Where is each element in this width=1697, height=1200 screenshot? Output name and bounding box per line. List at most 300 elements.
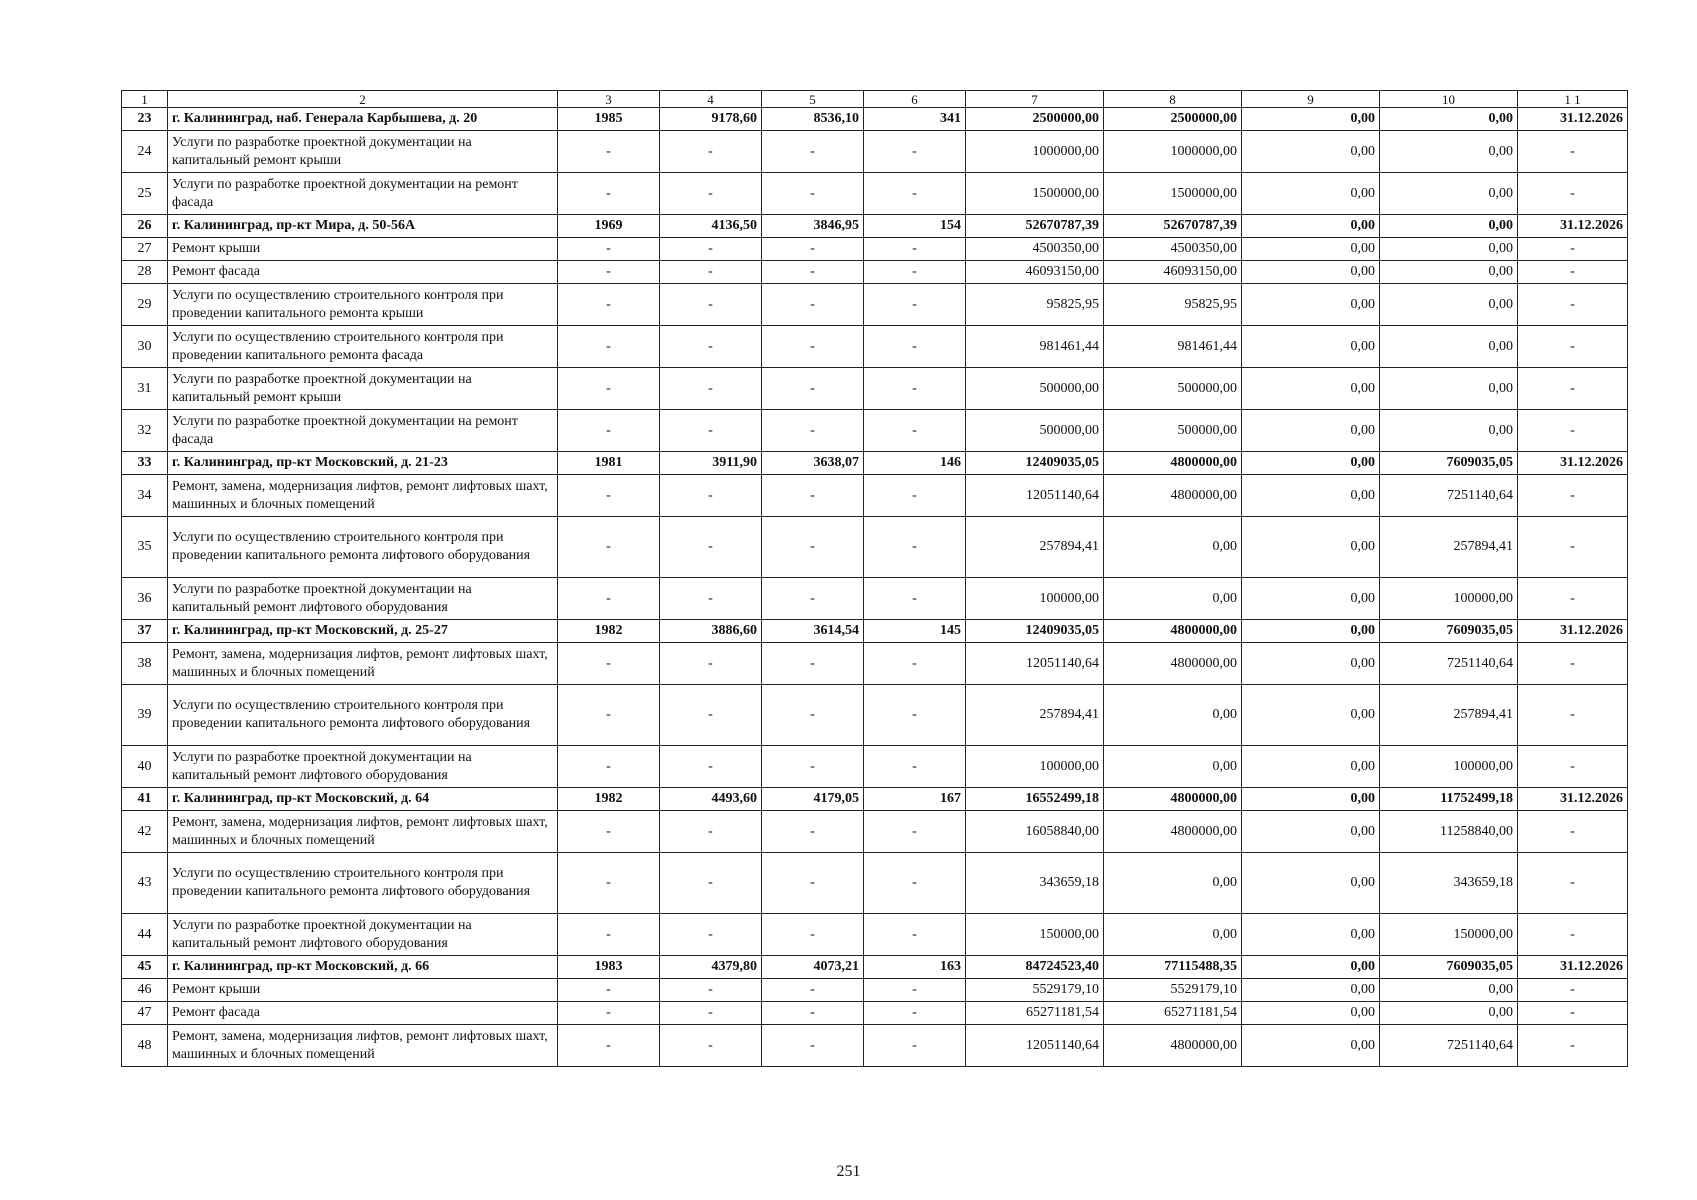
building-info-cell: - <box>660 238 762 261</box>
building-info-cell: - <box>762 914 864 956</box>
amount-cell: 4800000,00 <box>1104 811 1242 853</box>
column-number-cell: 9 <box>1242 91 1380 108</box>
amount-cell: 5529179,10 <box>1104 979 1242 1002</box>
building-info-cell: - <box>660 326 762 368</box>
amount-cell: 2500000,00 <box>1104 108 1242 131</box>
building-info-cell: 9178,60 <box>660 108 762 131</box>
amount-cell: 0,00 <box>1242 853 1380 914</box>
building-info-cell: - <box>762 1025 864 1067</box>
building-info-cell: - <box>558 475 660 517</box>
building-info-cell: - <box>558 173 660 215</box>
work-description-cell: Услуги по разработке проектной документации на капитальный ремонт лифтового оборудования <box>168 746 558 788</box>
building-info-cell: - <box>660 979 762 1002</box>
amount-cell: 0,00 <box>1380 284 1518 326</box>
completion-date-cell: - <box>1518 173 1628 215</box>
amount-cell: 0,00 <box>1242 685 1380 746</box>
completion-date-cell: - <box>1518 284 1628 326</box>
work-item-row <box>122 238 1628 261</box>
building-info-cell: 3911,90 <box>660 452 762 475</box>
amount-cell: 0,00 <box>1242 1002 1380 1025</box>
completion-date-cell: - <box>1518 853 1628 914</box>
amount-cell: 0,00 <box>1242 811 1380 853</box>
work-description-cell: Услуги по разработке проектной документации на капитальный ремонт крыши <box>168 368 558 410</box>
building-info-cell: - <box>558 578 660 620</box>
amount-cell: 4500350,00 <box>1104 238 1242 261</box>
amount-cell: 0,00 <box>1242 284 1380 326</box>
row-number-cell: 23 <box>122 108 168 131</box>
building-info-cell: - <box>864 1002 966 1025</box>
year-built-cell: 1982 <box>558 788 660 811</box>
building-info-cell: - <box>660 853 762 914</box>
work-description-cell: Услуги по осуществлению строительного контроля при проведении капитального ремонта лифтового оборудования <box>168 853 558 914</box>
row-number-cell: 28 <box>122 261 168 284</box>
amount-cell: 0,00 <box>1242 475 1380 517</box>
completion-date-cell: 31.12.2026 <box>1518 215 1628 238</box>
completion-date-cell: - <box>1518 368 1628 410</box>
work-item-row <box>122 261 1628 284</box>
completion-date-cell: - <box>1518 643 1628 685</box>
amount-cell: 343659,18 <box>1380 853 1518 914</box>
building-info-cell: - <box>660 475 762 517</box>
work-description-cell: Услуги по осуществлению строительного контроля при проведении капитального ремонта лифтового оборудования <box>168 685 558 746</box>
amount-cell: 12409035,05 <box>966 452 1104 475</box>
amount-cell: 0,00 <box>1242 173 1380 215</box>
amount-cell: 0,00 <box>1242 410 1380 452</box>
amount-cell: 0,00 <box>1242 131 1380 173</box>
amount-cell: 46093150,00 <box>966 261 1104 284</box>
amount-cell: 77115488,35 <box>1104 956 1242 979</box>
amount-cell: 12051140,64 <box>966 643 1104 685</box>
building-info-cell: - <box>762 685 864 746</box>
row-number-cell: 32 <box>122 410 168 452</box>
row-number-cell: 44 <box>122 914 168 956</box>
amount-cell: 0,00 <box>1242 914 1380 956</box>
building-info-cell: - <box>660 811 762 853</box>
row-number-cell: 40 <box>122 746 168 788</box>
amount-cell: 0,00 <box>1104 578 1242 620</box>
completion-date-cell: - <box>1518 811 1628 853</box>
completion-date-cell: - <box>1518 326 1628 368</box>
address-cell: г. Калининград, наб. Генерала Карбышева, д. 20 <box>168 108 558 131</box>
work-description-cell: Услуги по разработке проектной документации на капитальный ремонт лифтового оборудования <box>168 914 558 956</box>
address-row <box>122 788 1628 811</box>
work-item-row <box>122 131 1628 173</box>
work-description-cell: Услуги по разработке проектной документации на ремонт фасада <box>168 173 558 215</box>
building-info-cell: - <box>762 517 864 578</box>
building-info-cell: - <box>558 326 660 368</box>
amount-cell: 0,00 <box>1380 326 1518 368</box>
row-number-cell: 39 <box>122 685 168 746</box>
building-info-cell: 146 <box>864 452 966 475</box>
building-info-cell: - <box>762 578 864 620</box>
work-description-cell: Ремонт крыши <box>168 238 558 261</box>
amount-cell: 95825,95 <box>1104 284 1242 326</box>
building-info-cell: - <box>660 410 762 452</box>
amount-cell: 4800000,00 <box>1104 452 1242 475</box>
row-number-cell: 45 <box>122 956 168 979</box>
work-item-row <box>122 284 1628 326</box>
completion-date-cell: - <box>1518 475 1628 517</box>
building-info-cell: - <box>558 643 660 685</box>
building-info-cell: - <box>864 238 966 261</box>
amount-cell: 16552499,18 <box>966 788 1104 811</box>
building-info-cell: - <box>558 746 660 788</box>
amount-cell: 7251140,64 <box>1380 475 1518 517</box>
address-cell: г. Калининград, пр-кт Мира, д. 50-56А <box>168 215 558 238</box>
amount-cell: 12051140,64 <box>966 475 1104 517</box>
work-description-cell: Ремонт, замена, модернизация лифтов, ремонт лифтовых шахт, машинных и блочных помещений <box>168 1025 558 1067</box>
row-number-cell: 34 <box>122 475 168 517</box>
column-number-cell: 8 <box>1104 91 1242 108</box>
amount-cell: 0,00 <box>1242 108 1380 131</box>
amount-cell: 4800000,00 <box>1104 1025 1242 1067</box>
work-description-cell: Ремонт фасада <box>168 1002 558 1025</box>
row-number-cell: 47 <box>122 1002 168 1025</box>
building-info-cell: - <box>864 643 966 685</box>
building-info-cell: - <box>558 368 660 410</box>
building-info-cell: 4379,80 <box>660 956 762 979</box>
completion-date-cell: 31.12.2026 <box>1518 452 1628 475</box>
amount-cell: 0,00 <box>1104 746 1242 788</box>
work-description-cell: Ремонт, замена, модернизация лифтов, ремонт лифтовых шахт, машинных и блочных помещений <box>168 811 558 853</box>
year-built-cell: 1981 <box>558 452 660 475</box>
building-info-cell: 4136,50 <box>660 215 762 238</box>
amount-cell: 500000,00 <box>966 410 1104 452</box>
amount-cell: 257894,41 <box>966 685 1104 746</box>
work-item-row <box>122 979 1628 1002</box>
amount-cell: 0,00 <box>1242 215 1380 238</box>
building-info-cell: - <box>762 173 864 215</box>
building-info-cell: - <box>762 261 864 284</box>
amount-cell: 100000,00 <box>1380 746 1518 788</box>
building-info-cell: - <box>558 238 660 261</box>
year-built-cell: 1982 <box>558 620 660 643</box>
work-description-cell: Услуги по осуществлению строительного контроля при проведении капитального ремонта лифтового оборудования <box>168 517 558 578</box>
row-number-cell: 48 <box>122 1025 168 1067</box>
building-info-cell: - <box>762 326 864 368</box>
building-info-cell: - <box>558 131 660 173</box>
work-description-cell: Ремонт, замена, модернизация лифтов, ремонт лифтовых шахт, машинных и блочных помещений <box>168 475 558 517</box>
building-info-cell: - <box>864 475 966 517</box>
amount-cell: 0,00 <box>1380 979 1518 1002</box>
page-number: 251 <box>836 1163 861 1180</box>
building-info-cell: - <box>660 685 762 746</box>
building-info-cell: - <box>660 746 762 788</box>
building-info-cell: - <box>558 853 660 914</box>
work-item-row <box>122 685 1628 746</box>
amount-cell: 1000000,00 <box>1104 131 1242 173</box>
completion-date-cell: - <box>1518 131 1628 173</box>
building-info-cell: - <box>660 1025 762 1067</box>
building-info-cell: - <box>762 284 864 326</box>
work-description-cell: Услуги по разработке проектной документации на капитальный ремонт лифтового оборудования <box>168 578 558 620</box>
row-number-cell: 43 <box>122 853 168 914</box>
amount-cell: 150000,00 <box>966 914 1104 956</box>
building-info-cell: 3846,95 <box>762 215 864 238</box>
work-description-cell: Услуги по разработке проектной документации на капитальный ремонт крыши <box>168 131 558 173</box>
work-item-row <box>122 578 1628 620</box>
amount-cell: 981461,44 <box>1104 326 1242 368</box>
column-number-cell: 10 <box>1380 91 1518 108</box>
row-number-cell: 41 <box>122 788 168 811</box>
building-info-cell: - <box>762 368 864 410</box>
amount-cell: 12409035,05 <box>966 620 1104 643</box>
work-item-row <box>122 1025 1628 1067</box>
amount-cell: 0,00 <box>1242 452 1380 475</box>
building-info-cell: - <box>762 979 864 1002</box>
amount-cell: 500000,00 <box>1104 410 1242 452</box>
amount-cell: 0,00 <box>1242 643 1380 685</box>
building-info-cell: 167 <box>864 788 966 811</box>
building-info-cell: - <box>762 1002 864 1025</box>
amount-cell: 2500000,00 <box>966 108 1104 131</box>
building-info-cell: - <box>864 578 966 620</box>
amount-cell: 0,00 <box>1242 1025 1380 1067</box>
amount-cell: 16058840,00 <box>966 811 1104 853</box>
row-number-cell: 38 <box>122 643 168 685</box>
amount-cell: 7251140,64 <box>1380 643 1518 685</box>
completion-date-cell: - <box>1518 685 1628 746</box>
work-item-row <box>122 410 1628 452</box>
row-number-cell: 24 <box>122 131 168 173</box>
building-info-cell: - <box>660 578 762 620</box>
column-number-cell: 4 <box>660 91 762 108</box>
amount-cell: 0,00 <box>1242 368 1380 410</box>
amount-cell: 0,00 <box>1242 326 1380 368</box>
amount-cell: 257894,41 <box>1380 685 1518 746</box>
building-info-cell: - <box>762 746 864 788</box>
work-description-cell: Услуги по осуществлению строительного контроля при проведении капитального ремонта фасада <box>168 326 558 368</box>
amount-cell: 0,00 <box>1242 517 1380 578</box>
column-number-cell: 2 <box>168 91 558 108</box>
building-info-cell: - <box>864 914 966 956</box>
amount-cell: 0,00 <box>1104 853 1242 914</box>
amount-cell: 4800000,00 <box>1104 788 1242 811</box>
building-info-cell: - <box>660 517 762 578</box>
building-info-cell: 3614,54 <box>762 620 864 643</box>
completion-date-cell: - <box>1518 517 1628 578</box>
address-row <box>122 452 1628 475</box>
column-number-cell: 5 <box>762 91 864 108</box>
amount-cell: 343659,18 <box>966 853 1104 914</box>
building-info-cell: - <box>660 173 762 215</box>
work-item-row <box>122 517 1628 578</box>
amount-cell: 4800000,00 <box>1104 475 1242 517</box>
building-info-cell: - <box>558 261 660 284</box>
address-cell: г. Калининград, пр-кт Московский, д. 66 <box>168 956 558 979</box>
completion-date-cell: - <box>1518 746 1628 788</box>
amount-cell: 0,00 <box>1242 238 1380 261</box>
amount-cell: 84724523,40 <box>966 956 1104 979</box>
building-info-cell: - <box>558 685 660 746</box>
amount-cell: 1500000,00 <box>966 173 1104 215</box>
amount-cell: 0,00 <box>1242 746 1380 788</box>
amount-cell: 7609035,05 <box>1380 956 1518 979</box>
completion-date-cell: 31.12.2026 <box>1518 620 1628 643</box>
building-info-cell: - <box>660 914 762 956</box>
amount-cell: 4800000,00 <box>1104 620 1242 643</box>
building-info-cell: 341 <box>864 108 966 131</box>
work-item-row <box>122 811 1628 853</box>
amount-cell: 500000,00 <box>966 368 1104 410</box>
building-info-cell: - <box>558 811 660 853</box>
building-info-cell: 154 <box>864 215 966 238</box>
building-info-cell: - <box>864 410 966 452</box>
building-info-cell: - <box>660 1002 762 1025</box>
capital-repair-table <box>121 90 1628 1067</box>
amount-cell: 0,00 <box>1380 108 1518 131</box>
building-info-cell: - <box>762 643 864 685</box>
amount-cell: 257894,41 <box>966 517 1104 578</box>
work-item-row <box>122 643 1628 685</box>
amount-cell: 12051140,64 <box>966 1025 1104 1067</box>
amount-cell: 0,00 <box>1242 620 1380 643</box>
amount-cell: 4800000,00 <box>1104 643 1242 685</box>
building-info-cell: - <box>864 261 966 284</box>
row-number-cell: 25 <box>122 173 168 215</box>
amount-cell: 0,00 <box>1380 261 1518 284</box>
amount-cell: 100000,00 <box>1380 578 1518 620</box>
amount-cell: 0,00 <box>1242 578 1380 620</box>
completion-date-cell: - <box>1518 238 1628 261</box>
building-info-cell: - <box>864 326 966 368</box>
building-info-cell: - <box>558 517 660 578</box>
row-number-cell: 37 <box>122 620 168 643</box>
completion-date-cell: - <box>1518 410 1628 452</box>
address-row <box>122 956 1628 979</box>
column-number-row <box>122 91 1628 108</box>
building-info-cell: - <box>660 131 762 173</box>
amount-cell: 1000000,00 <box>966 131 1104 173</box>
completion-date-cell: 31.12.2026 <box>1518 788 1628 811</box>
building-info-cell: - <box>558 979 660 1002</box>
building-info-cell: - <box>660 368 762 410</box>
address-row <box>122 108 1628 131</box>
amount-cell: 0,00 <box>1380 173 1518 215</box>
address-cell: г. Калининград, пр-кт Московский, д. 25-27 <box>168 620 558 643</box>
amount-cell: 5529179,10 <box>966 979 1104 1002</box>
building-info-cell: - <box>864 173 966 215</box>
work-description-cell: Ремонт фасада <box>168 261 558 284</box>
completion-date-cell: - <box>1518 1025 1628 1067</box>
building-info-cell: - <box>762 475 864 517</box>
building-info-cell: - <box>864 746 966 788</box>
building-info-cell: - <box>558 914 660 956</box>
building-info-cell: - <box>558 410 660 452</box>
column-number-cell: 3 <box>558 91 660 108</box>
completion-date-cell: - <box>1518 914 1628 956</box>
building-info-cell: - <box>558 1025 660 1067</box>
building-info-cell: 3638,07 <box>762 452 864 475</box>
building-info-cell: - <box>660 284 762 326</box>
building-info-cell: - <box>558 284 660 326</box>
amount-cell: 7609035,05 <box>1380 620 1518 643</box>
building-info-cell: 3886,60 <box>660 620 762 643</box>
completion-date-cell: - <box>1518 578 1628 620</box>
building-info-cell: - <box>660 261 762 284</box>
amount-cell: 100000,00 <box>966 746 1104 788</box>
row-number-cell: 36 <box>122 578 168 620</box>
completion-date-cell: 31.12.2026 <box>1518 956 1628 979</box>
work-item-row <box>122 326 1628 368</box>
building-info-cell: 163 <box>864 956 966 979</box>
building-info-cell: - <box>762 131 864 173</box>
amount-cell: 0,00 <box>1104 685 1242 746</box>
building-info-cell: - <box>762 410 864 452</box>
amount-cell: 52670787,39 <box>1104 215 1242 238</box>
work-description-cell: Услуги по разработке проектной документации на ремонт фасада <box>168 410 558 452</box>
work-item-row <box>122 173 1628 215</box>
address-row <box>122 215 1628 238</box>
amount-cell: 1500000,00 <box>1104 173 1242 215</box>
amount-cell: 52670787,39 <box>966 215 1104 238</box>
row-number-cell: 46 <box>122 979 168 1002</box>
amount-cell: 65271181,54 <box>966 1002 1104 1025</box>
row-number-cell: 31 <box>122 368 168 410</box>
building-info-cell: - <box>864 368 966 410</box>
row-number-cell: 29 <box>122 284 168 326</box>
completion-date-cell: - <box>1518 1002 1628 1025</box>
amount-cell: 0,00 <box>1380 1002 1518 1025</box>
building-info-cell: - <box>864 1025 966 1067</box>
column-number-cell: 6 <box>864 91 966 108</box>
year-built-cell: 1985 <box>558 108 660 131</box>
building-info-cell: 4179,05 <box>762 788 864 811</box>
building-info-cell: 4073,21 <box>762 956 864 979</box>
building-info-cell: - <box>864 811 966 853</box>
row-number-cell: 35 <box>122 517 168 578</box>
building-info-cell: - <box>762 811 864 853</box>
building-info-cell: - <box>762 853 864 914</box>
row-number-cell: 26 <box>122 215 168 238</box>
amount-cell: 0,00 <box>1380 238 1518 261</box>
year-built-cell: 1983 <box>558 956 660 979</box>
building-info-cell: - <box>864 685 966 746</box>
amount-cell: 0,00 <box>1104 517 1242 578</box>
completion-date-cell: - <box>1518 261 1628 284</box>
row-number-cell: 42 <box>122 811 168 853</box>
amount-cell: 0,00 <box>1242 956 1380 979</box>
building-info-cell: - <box>864 853 966 914</box>
address-row <box>122 620 1628 643</box>
amount-cell: 0,00 <box>1104 914 1242 956</box>
amount-cell: 65271181,54 <box>1104 1002 1242 1025</box>
amount-cell: 500000,00 <box>1104 368 1242 410</box>
row-number-cell: 33 <box>122 452 168 475</box>
building-info-cell: - <box>864 131 966 173</box>
building-info-cell: - <box>558 1002 660 1025</box>
amount-cell: 11752499,18 <box>1380 788 1518 811</box>
amount-cell: 0,00 <box>1242 261 1380 284</box>
amount-cell: 981461,44 <box>966 326 1104 368</box>
work-item-row <box>122 914 1628 956</box>
completion-date-cell: - <box>1518 979 1628 1002</box>
amount-cell: 257894,41 <box>1380 517 1518 578</box>
completion-date-cell: 31.12.2026 <box>1518 108 1628 131</box>
amount-cell: 0,00 <box>1380 410 1518 452</box>
amount-cell: 95825,95 <box>966 284 1104 326</box>
column-number-cell: 1 <box>122 91 168 108</box>
amount-cell: 0,00 <box>1380 131 1518 173</box>
work-item-row <box>122 746 1628 788</box>
work-item-row <box>122 853 1628 914</box>
building-info-cell: - <box>864 284 966 326</box>
column-number-cell: 7 <box>966 91 1104 108</box>
amount-cell: 46093150,00 <box>1104 261 1242 284</box>
work-item-row <box>122 475 1628 517</box>
address-cell: г. Калининград, пр-кт Московский, д. 21-23 <box>168 452 558 475</box>
column-number-cell: 1 1 <box>1518 91 1628 108</box>
